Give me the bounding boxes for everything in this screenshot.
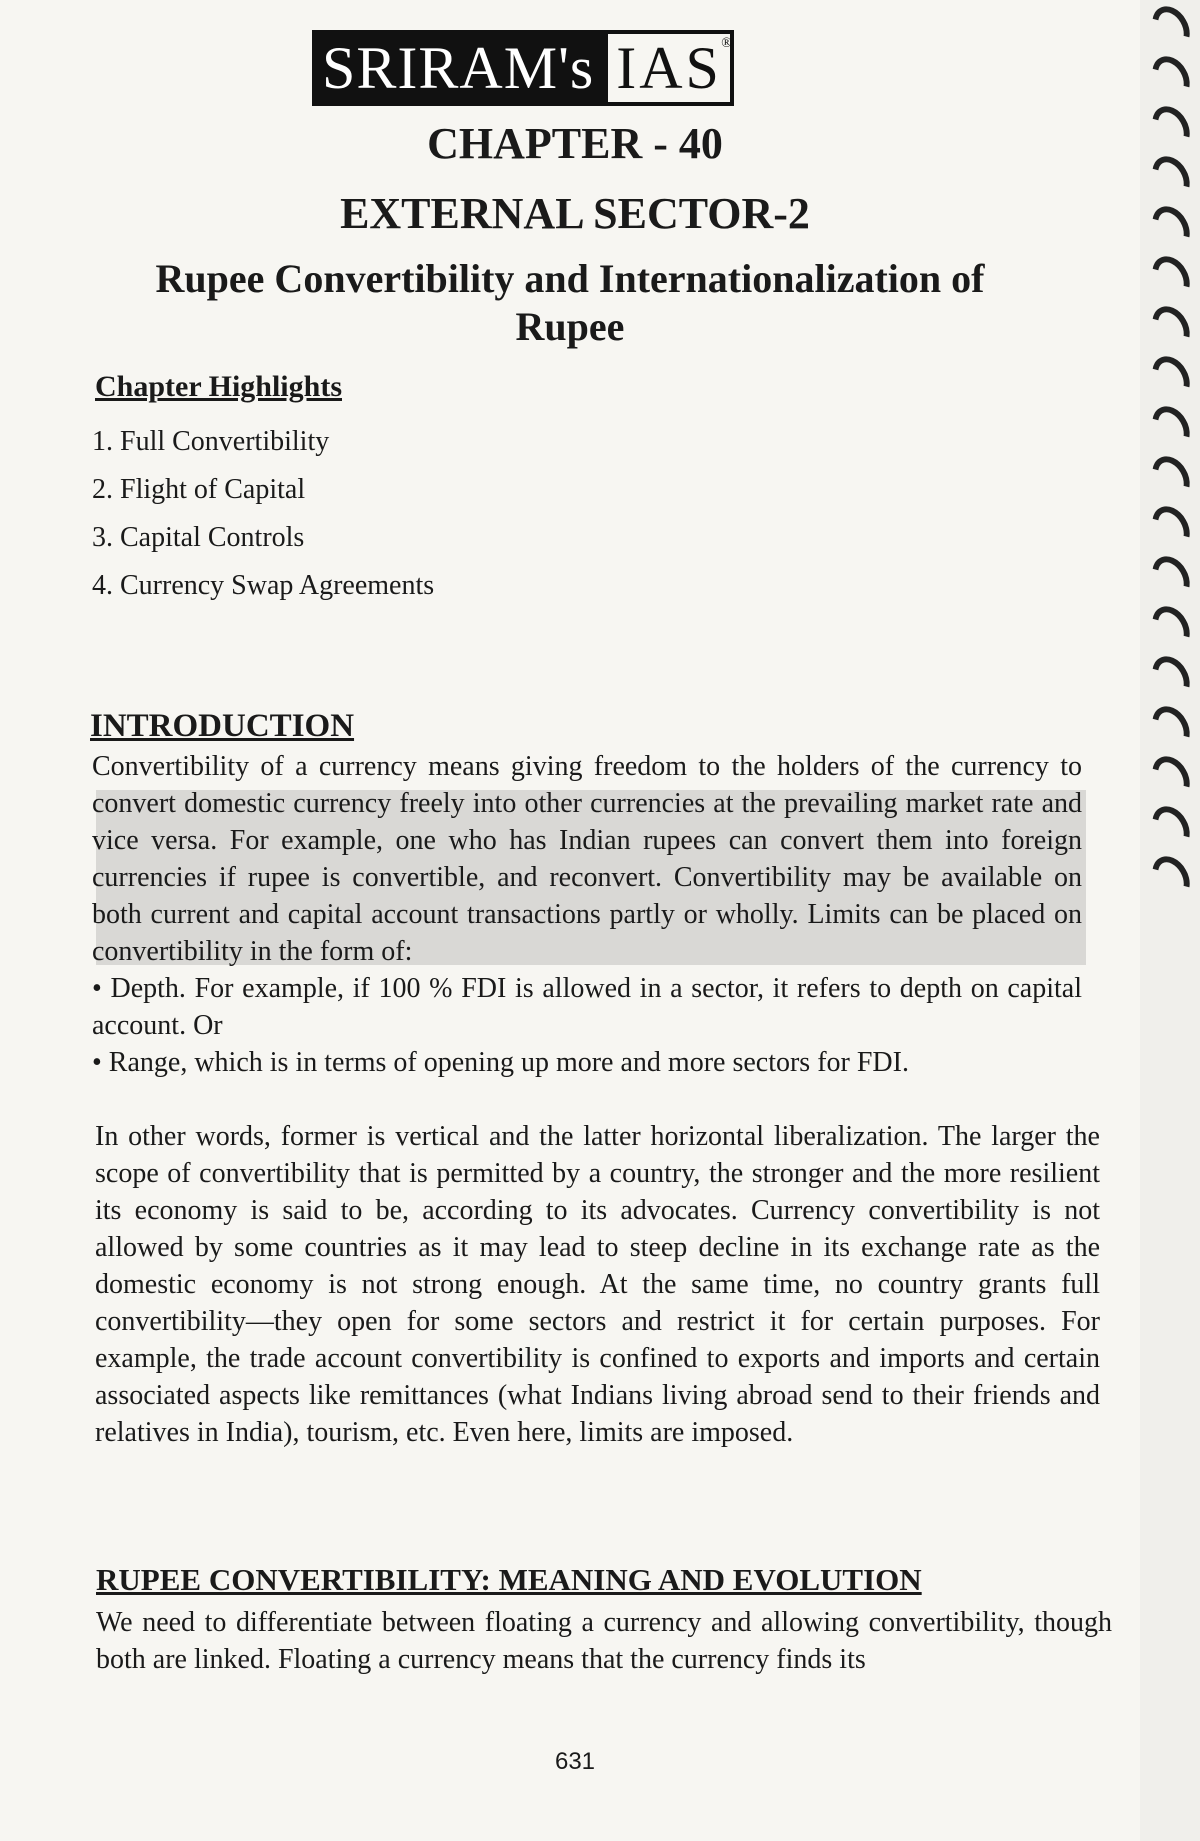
coil-icon [1145,250,1197,307]
coil-icon [1145,850,1197,907]
coil-icon [1145,350,1197,407]
highlight-item: 2. Flight of Capital [92,474,306,505]
coil-icon [1145,300,1197,357]
coil-icon [1145,550,1197,607]
page-number: 631 [554,1748,596,1775]
coil-icon [1145,150,1197,207]
highlights-heading: Chapter Highlights [95,370,342,403]
spiral-binding [1140,0,1200,1841]
liberalization-paragraph: In other words, former is vertical and the latter horizontal liberalization. The larger the scope of convertibility that is permitted by a country, the stronger and the more resilient its economy is said to be, according to its advocates. Currency convertibility is not allowed by some countries as it may lead to steep decline in its exchange rate as the domestic economy is not strong enough. At the same time, no country grants full convertibility—they open for some sectors and restrict it for certain purposes. For example, the trade account convertibility is confined to exports and imports and certain associated aspects like remittances (what Indians living abroad send to their friends and relatives in India), tourism, etc. Even here, limits are imposed. [95,1121,1100,1448]
registered-mark: ® [721,36,732,51]
sriram-ias-logo [312,30,734,106]
coil-icon [1145,100,1197,157]
coil-icon [1145,650,1197,707]
introduction-paragraph [92,748,1082,1081]
coil-icon [1145,450,1197,507]
coil-icon [1145,500,1197,557]
highlight-item: 3. Capital Controls [92,522,305,553]
logo-left-text: SRIRAM's [312,30,604,106]
chapter-title: EXTERNAL SECTOR-2 [340,189,810,238]
highlight-item: 4. Currency Swap Agreements [92,570,435,601]
bullet-range: • Range, which is in terms of opening up more and more sectors for FDI. [92,1047,909,1078]
coil-icon [1145,750,1197,807]
coil-icon [1145,200,1197,257]
introduction-heading: INTRODUCTION [90,708,355,744]
bullet-depth: • Depth. For example, if 100 % FDI is allowed in a sector, it refers to depth on capital account. Or [92,973,1082,1041]
rupee-convertibility-heading: RUPEE CONVERTIBILITY: MEANING AND EVOLUTION [96,1562,922,1597]
coil-icon [1145,400,1197,457]
chapter-subtitle: Rupee Convertibility and Internationalization of Rupee [155,256,985,349]
rupee-convertibility-paragraph: We need to differentiate between floating a currency and allowing convertibility, though both are linked. Floating a currency means that the currency finds its [96,1607,1112,1675]
logo-right-text [604,30,734,106]
coil-icon [1145,600,1197,657]
coil-icon [1145,0,1197,56]
highlights-list [92,418,434,610]
intro-text: Convertibility of a currency means giving freedom to the holders of the currency to convert domestic currency freely into other currencies at the prevailing market rate and vice versa. For example, one who has Indian rupees can convert them into foreign currencies if rupee is convertible, and reconvert. Convertibility may be available on both current and capital account transactions partly or wholly. Limits can be placed on convertibility in the form of: [92,751,1082,967]
chapter-number: CHAPTER - 40 [427,119,723,168]
logo-ias: IAS [616,34,722,101]
highlight-item: 1. Full Convertibility [92,426,330,457]
coil-icon [1145,700,1197,757]
coil-icon [1145,800,1197,857]
coil-icon [1145,50,1197,107]
